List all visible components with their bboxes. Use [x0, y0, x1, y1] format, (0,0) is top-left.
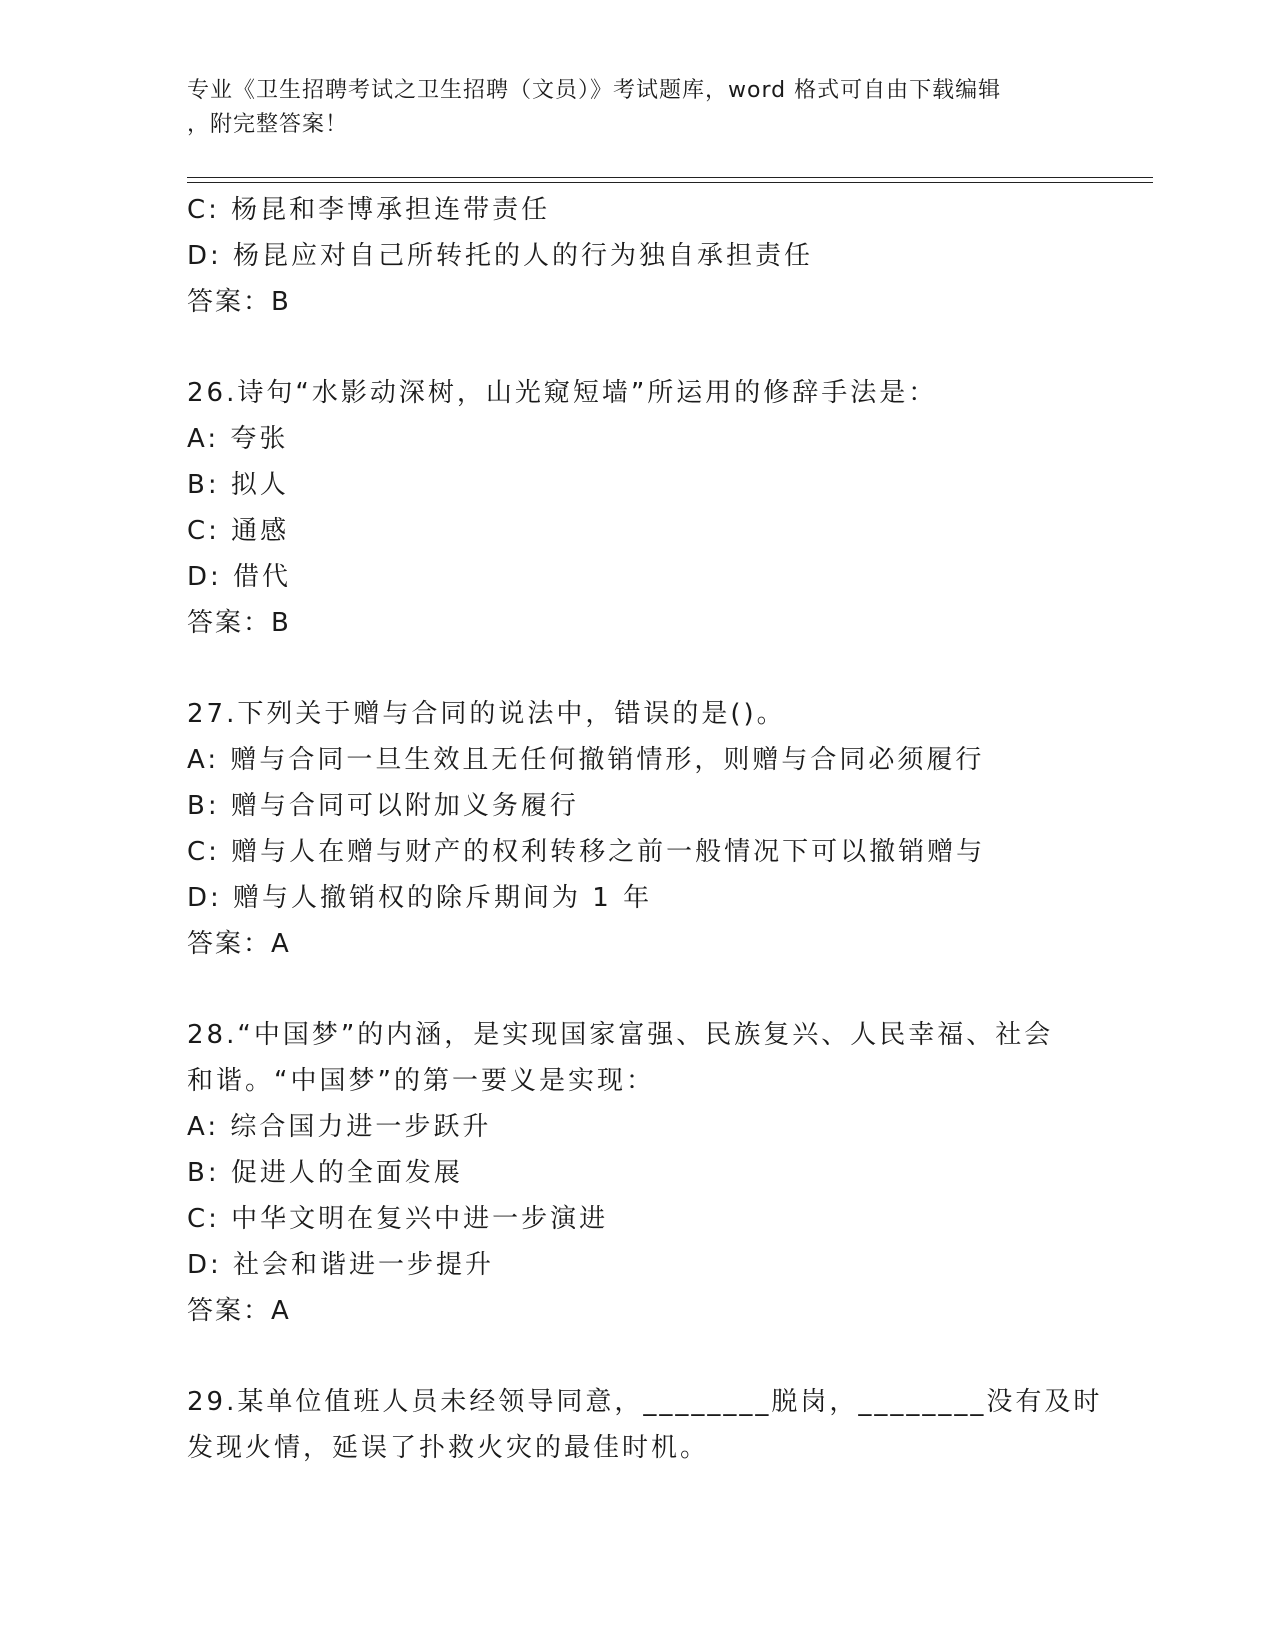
option-a: A: 夸张 — [187, 424, 289, 454]
question-26 — [187, 370, 1087, 646]
spacer — [187, 1334, 1087, 1379]
option-a: A: 赠与合同一旦生效且无任何撤销情形，则赠与合同必须履行 — [187, 745, 985, 775]
question-stem: 26.诗句“水影动深树，山光窥短墙”所运用的修辞手法是： — [187, 378, 938, 408]
answer: 答案：A — [187, 929, 291, 959]
header-title-line-2: ，附完整答案！ — [187, 112, 349, 137]
answer: 答案：A — [187, 1296, 291, 1326]
option-d: D: 社会和谐进一步提升 — [187, 1250, 495, 1280]
answer: 答案：B — [187, 608, 291, 638]
option-c: C: 杨昆和李博承担连带责任 — [187, 195, 551, 225]
question-stem-line-2: 发现火情，延误了扑救火灾的最佳时机。 — [187, 1433, 710, 1463]
option-a: A: 综合国力进一步跃升 — [187, 1112, 492, 1142]
option-d: D: 杨昆应对自己所转托的人的行为独自承担责任 — [187, 241, 814, 271]
header-title-line-1: 专业《卫生招聘考试之卫生招聘（文员）》考试题库，word 格式可自由下载编辑 — [187, 78, 1002, 103]
question-28 — [187, 1012, 1087, 1334]
option-d: D: 赠与人撤销权的除斥期间为 1 年 — [187, 883, 653, 913]
answer: 答案：B — [187, 287, 291, 317]
option-c: C: 中华文明在复兴中进一步演进 — [187, 1204, 609, 1234]
option-d: D: 借代 — [187, 562, 292, 592]
question-29 — [187, 1379, 1103, 1471]
question-stem-line-1: 29.某单位值班人员未经领导同意，________脱岗，________没有及时 — [187, 1387, 1103, 1417]
option-c: C: 通感 — [187, 516, 290, 546]
question-list — [187, 187, 1103, 1471]
option-b: B: 赠与合同可以附加义务履行 — [187, 791, 579, 821]
option-c: C: 赠与人在赠与财产的权利转移之前一般情况下可以撤销赠与 — [187, 837, 986, 867]
spacer — [187, 646, 1087, 691]
header-divider-top — [187, 177, 1153, 178]
question-stem: 27.下列关于赠与合同的说法中，错误的是()。 — [187, 699, 786, 729]
spacer — [187, 325, 1087, 370]
option-b: B: 拟人 — [187, 470, 289, 500]
document-header — [187, 74, 1067, 142]
spacer — [187, 967, 1087, 1012]
question-27 — [187, 691, 1087, 967]
question-stem-line-1: 28.“中国梦”的内涵，是实现国家富强、民族复兴、人民幸福、社会 — [187, 1020, 1054, 1050]
question-25-continued — [187, 187, 1087, 325]
header-divider-bottom — [187, 182, 1153, 183]
option-b: B: 促进人的全面发展 — [187, 1158, 463, 1188]
question-stem-line-2: 和谐。“中国梦”的第一要义是实现： — [187, 1066, 655, 1096]
